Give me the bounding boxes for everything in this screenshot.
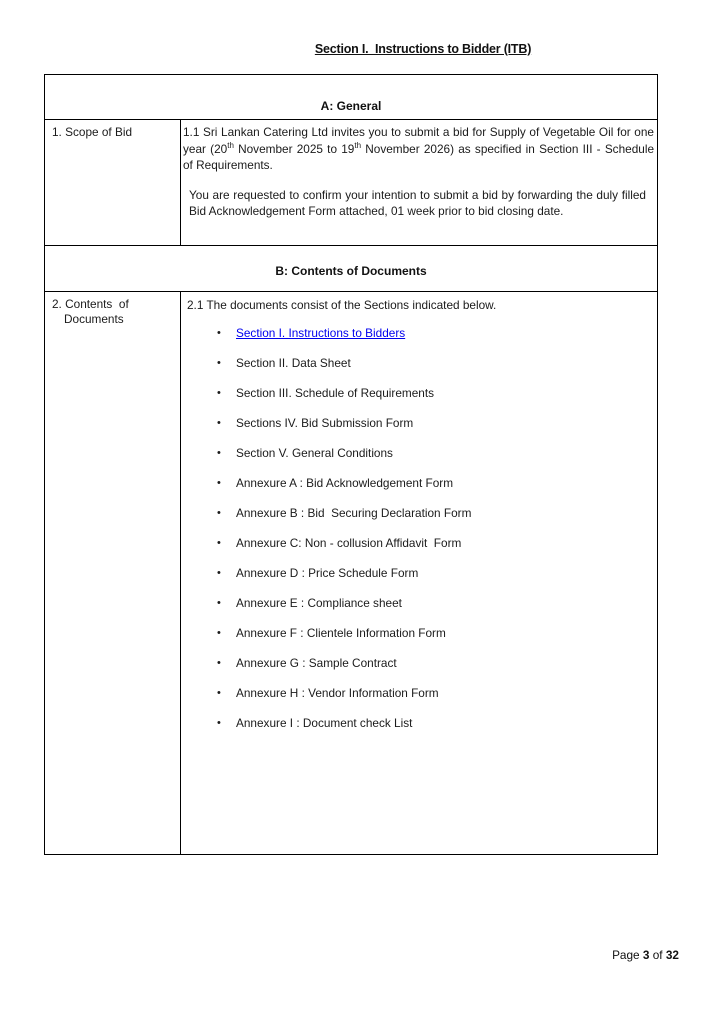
list-item: • Annexure F : Clientele Information Form [236,625,651,641]
page-number-footer [612,948,679,962]
list-item: • Annexure H : Vendor Information Form [236,685,651,701]
list-item-section-1-link [236,325,651,341]
contents-of-documents-label [45,292,181,854]
page-title: Section I. Instructions to Bidder (ITB) [314,42,532,56]
scope-paragraph-1 [183,124,654,174]
superscript-th: th [354,140,362,150]
table-row-scope-of-bid [45,120,657,246]
footer-text: of [649,948,666,962]
itb-table [44,74,658,855]
section-1-instructions-link[interactable]: Section I. Instructions to Bidders [236,326,406,340]
list-item: • Section II. Data Sheet [236,355,651,371]
list-item: • Section V. General Conditions [236,445,651,461]
scope-of-bid-label: 1. Scope of Bid [45,120,181,245]
footer-total-pages: 32 [665,948,679,962]
list-item: • Annexure A : Bid Acknowledgement Form [236,475,651,491]
label-line-2: Documents [64,312,124,326]
documents-list [187,325,651,731]
section-a-header: A: General [45,75,657,120]
list-item: • Annexure E : Compliance sheet [236,595,651,611]
table-row-contents-of-documents [45,292,657,854]
list-item: • Annexure G : Sample Contract [236,655,651,671]
contents-intro: 2.1 The documents consist of the Sections indicated below. [187,298,497,312]
list-item: • Section III. Schedule of Requirements [236,385,651,401]
contents-of-documents-content [181,292,657,854]
scope-of-bid-content [181,120,657,245]
footer-text: Page [612,948,643,962]
label-line-1: 2. Contents of [52,297,129,311]
list-item: • Annexure D : Price Schedule Form [236,565,651,581]
list-item: • Annexure I : Document check List [236,715,651,731]
list-item: • Annexure B : Bid Securing Declaration Form [236,505,651,521]
list-item: • Annexure C: Non - collusion Affidavit Form [236,535,651,551]
superscript-th: th [227,140,234,150]
text-run: November 2026) as specified in Section III - Schedule of Requirements. [183,141,655,172]
text-run: November 2025 to 19 [233,141,355,156]
list-item: • Sections IV. Bid Submission Form [236,415,651,431]
footer-current-page: 3 [642,948,650,962]
text-run: 1.1 Sri Lankan Catering Ltd invites you to submit a bid for Supply of Vegetable Oil for one year (20 [183,125,654,156]
section-b-header: B: Contents of Documents [45,246,657,292]
scope-paragraph-2: You are requested to confirm your intention to submit a bid by forwarding the duly filled Bid Acknowledgement Form attached, 01 week prior to bid closing date. [189,187,646,218]
